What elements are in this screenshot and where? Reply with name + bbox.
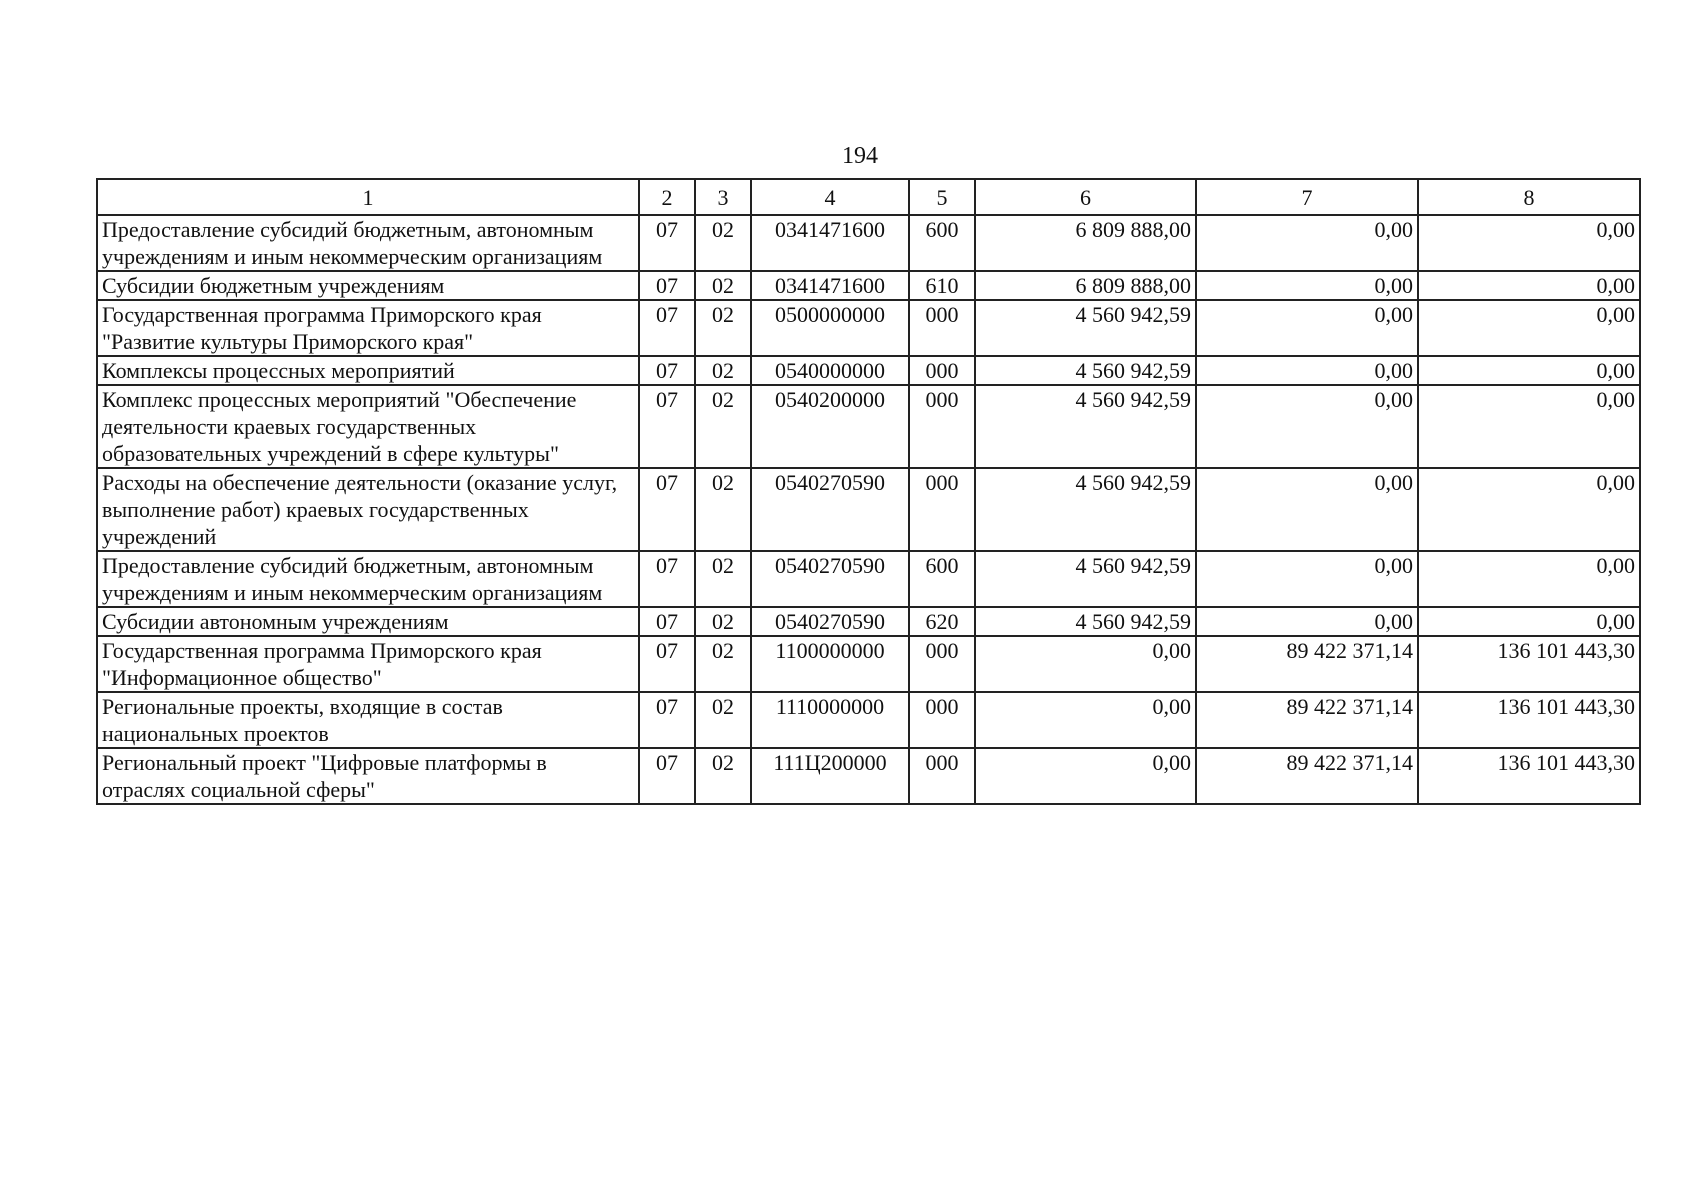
- row-subsection: 02: [695, 215, 751, 271]
- row-target-code: 0341471600: [751, 215, 909, 271]
- row-name: Государственная программа Приморского края "Развитие культуры Приморского края": [97, 300, 639, 356]
- row-amount-col8: 0,00: [1418, 607, 1640, 636]
- table-row: [97, 356, 1640, 385]
- row-target-code: 0540270590: [751, 551, 909, 607]
- header-row: [97, 179, 1640, 215]
- row-section: 07: [639, 636, 695, 692]
- header-cell: 5: [909, 179, 975, 215]
- row-expense-type: 000: [909, 636, 975, 692]
- row-subsection: 02: [695, 551, 751, 607]
- row-target-code: 0540000000: [751, 356, 909, 385]
- table-row: [97, 607, 1640, 636]
- row-amount-col6: 4 560 942,59: [975, 468, 1196, 551]
- row-target-code: 111Ц200000: [751, 748, 909, 804]
- row-subsection: 02: [695, 607, 751, 636]
- row-subsection: 02: [695, 748, 751, 804]
- row-amount-col8: 0,00: [1418, 385, 1640, 468]
- row-section: 07: [639, 271, 695, 300]
- row-amount-col8: 0,00: [1418, 356, 1640, 385]
- row-amount-col8: 0,00: [1418, 468, 1640, 551]
- row-amount-col6: 4 560 942,59: [975, 300, 1196, 356]
- row-target-code: 1110000000: [751, 692, 909, 748]
- row-section: 07: [639, 607, 695, 636]
- row-amount-col7: 0,00: [1196, 468, 1418, 551]
- table-row: [97, 215, 1640, 271]
- row-amount-col7: 0,00: [1196, 607, 1418, 636]
- row-expense-type: 620: [909, 607, 975, 636]
- row-section: 07: [639, 468, 695, 551]
- row-subsection: 02: [695, 300, 751, 356]
- header-cell: 7: [1196, 179, 1418, 215]
- row-amount-col7: 0,00: [1196, 300, 1418, 356]
- header-cell: 2: [639, 179, 695, 215]
- row-section: 07: [639, 748, 695, 804]
- row-amount-col8: 0,00: [1418, 300, 1640, 356]
- row-amount-col7: 0,00: [1196, 356, 1418, 385]
- table-row: [97, 385, 1640, 468]
- table-row: [97, 271, 1640, 300]
- row-name: Предоставление субсидий бюджетным, автономным учреждениям и иным некоммерческим организациям: [97, 551, 639, 607]
- row-section: 07: [639, 551, 695, 607]
- row-amount-col7: 0,00: [1196, 551, 1418, 607]
- row-expense-type: 600: [909, 551, 975, 607]
- row-name: Субсидии бюджетным учреждениям: [97, 271, 639, 300]
- table-row: [97, 300, 1640, 356]
- row-amount-col8: 0,00: [1418, 551, 1640, 607]
- row-amount-col6: 4 560 942,59: [975, 551, 1196, 607]
- row-expense-type: 610: [909, 271, 975, 300]
- row-section: 07: [639, 692, 695, 748]
- row-subsection: 02: [695, 636, 751, 692]
- table-row: [97, 748, 1640, 804]
- row-name: Субсидии автономным учреждениям: [97, 607, 639, 636]
- header-cell: 1: [97, 179, 639, 215]
- row-amount-col6: 0,00: [975, 636, 1196, 692]
- row-target-code: 1100000000: [751, 636, 909, 692]
- row-amount-col7: 89 422 371,14: [1196, 636, 1418, 692]
- row-subsection: 02: [695, 385, 751, 468]
- row-amount-col6: 0,00: [975, 748, 1196, 804]
- row-amount-col7: 0,00: [1196, 215, 1418, 271]
- row-amount-col8: 0,00: [1418, 215, 1640, 271]
- row-amount-col7: 89 422 371,14: [1196, 748, 1418, 804]
- page-number: 194: [842, 143, 878, 169]
- header-cell: 8: [1418, 179, 1640, 215]
- row-amount-col8: 136 101 443,30: [1418, 692, 1640, 748]
- budget-table: [96, 178, 1641, 805]
- table-row: [97, 692, 1640, 748]
- row-amount-col6: 6 809 888,00: [975, 215, 1196, 271]
- row-expense-type: 000: [909, 748, 975, 804]
- row-amount-col8: 136 101 443,30: [1418, 636, 1640, 692]
- row-target-code: 0500000000: [751, 300, 909, 356]
- row-section: 07: [639, 300, 695, 356]
- row-expense-type: 000: [909, 692, 975, 748]
- row-name: Расходы на обеспечение деятельности (оказание услуг, выполнение работ) краевых государственных учреждений: [97, 468, 639, 551]
- row-amount-col6: 4 560 942,59: [975, 607, 1196, 636]
- header-cell: 4: [751, 179, 909, 215]
- row-name: Региональные проекты, входящие в состав национальных проектов: [97, 692, 639, 748]
- row-section: 07: [639, 356, 695, 385]
- row-subsection: 02: [695, 356, 751, 385]
- header-cell: 3: [695, 179, 751, 215]
- row-amount-col8: 136 101 443,30: [1418, 748, 1640, 804]
- table-row: [97, 468, 1640, 551]
- row-amount-col6: 4 560 942,59: [975, 385, 1196, 468]
- row-subsection: 02: [695, 271, 751, 300]
- row-amount-col6: 4 560 942,59: [975, 356, 1196, 385]
- row-expense-type: 000: [909, 300, 975, 356]
- row-amount-col6: 0,00: [975, 692, 1196, 748]
- row-amount-col7: 0,00: [1196, 385, 1418, 468]
- row-target-code: 0540270590: [751, 468, 909, 551]
- row-target-code: 0341471600: [751, 271, 909, 300]
- row-expense-type: 000: [909, 356, 975, 385]
- row-target-code: 0540270590: [751, 607, 909, 636]
- row-amount-col6: 6 809 888,00: [975, 271, 1196, 300]
- row-name: Комплекс процессных мероприятий "Обеспечение деятельности краевых государственных образовательных учреждений в сфере культуры": [97, 385, 639, 468]
- row-name: Региональный проект "Цифровые платформы в отраслях социальной сферы": [97, 748, 639, 804]
- row-name: Комплексы процессных мероприятий: [97, 356, 639, 385]
- row-expense-type: 000: [909, 468, 975, 551]
- row-amount-col7: 0,00: [1196, 271, 1418, 300]
- header-cell: 6: [975, 179, 1196, 215]
- row-section: 07: [639, 215, 695, 271]
- row-subsection: 02: [695, 692, 751, 748]
- row-name: Государственная программа Приморского края "Информационное общество": [97, 636, 639, 692]
- row-target-code: 0540200000: [751, 385, 909, 468]
- row-amount-col7: 89 422 371,14: [1196, 692, 1418, 748]
- row-expense-type: 600: [909, 215, 975, 271]
- row-section: 07: [639, 385, 695, 468]
- row-subsection: 02: [695, 468, 751, 551]
- table-row: [97, 636, 1640, 692]
- row-name: Предоставление субсидий бюджетным, автономным учреждениям и иным некоммерческим организациям: [97, 215, 639, 271]
- row-amount-col8: 0,00: [1418, 271, 1640, 300]
- table-row: [97, 551, 1640, 607]
- row-expense-type: 000: [909, 385, 975, 468]
